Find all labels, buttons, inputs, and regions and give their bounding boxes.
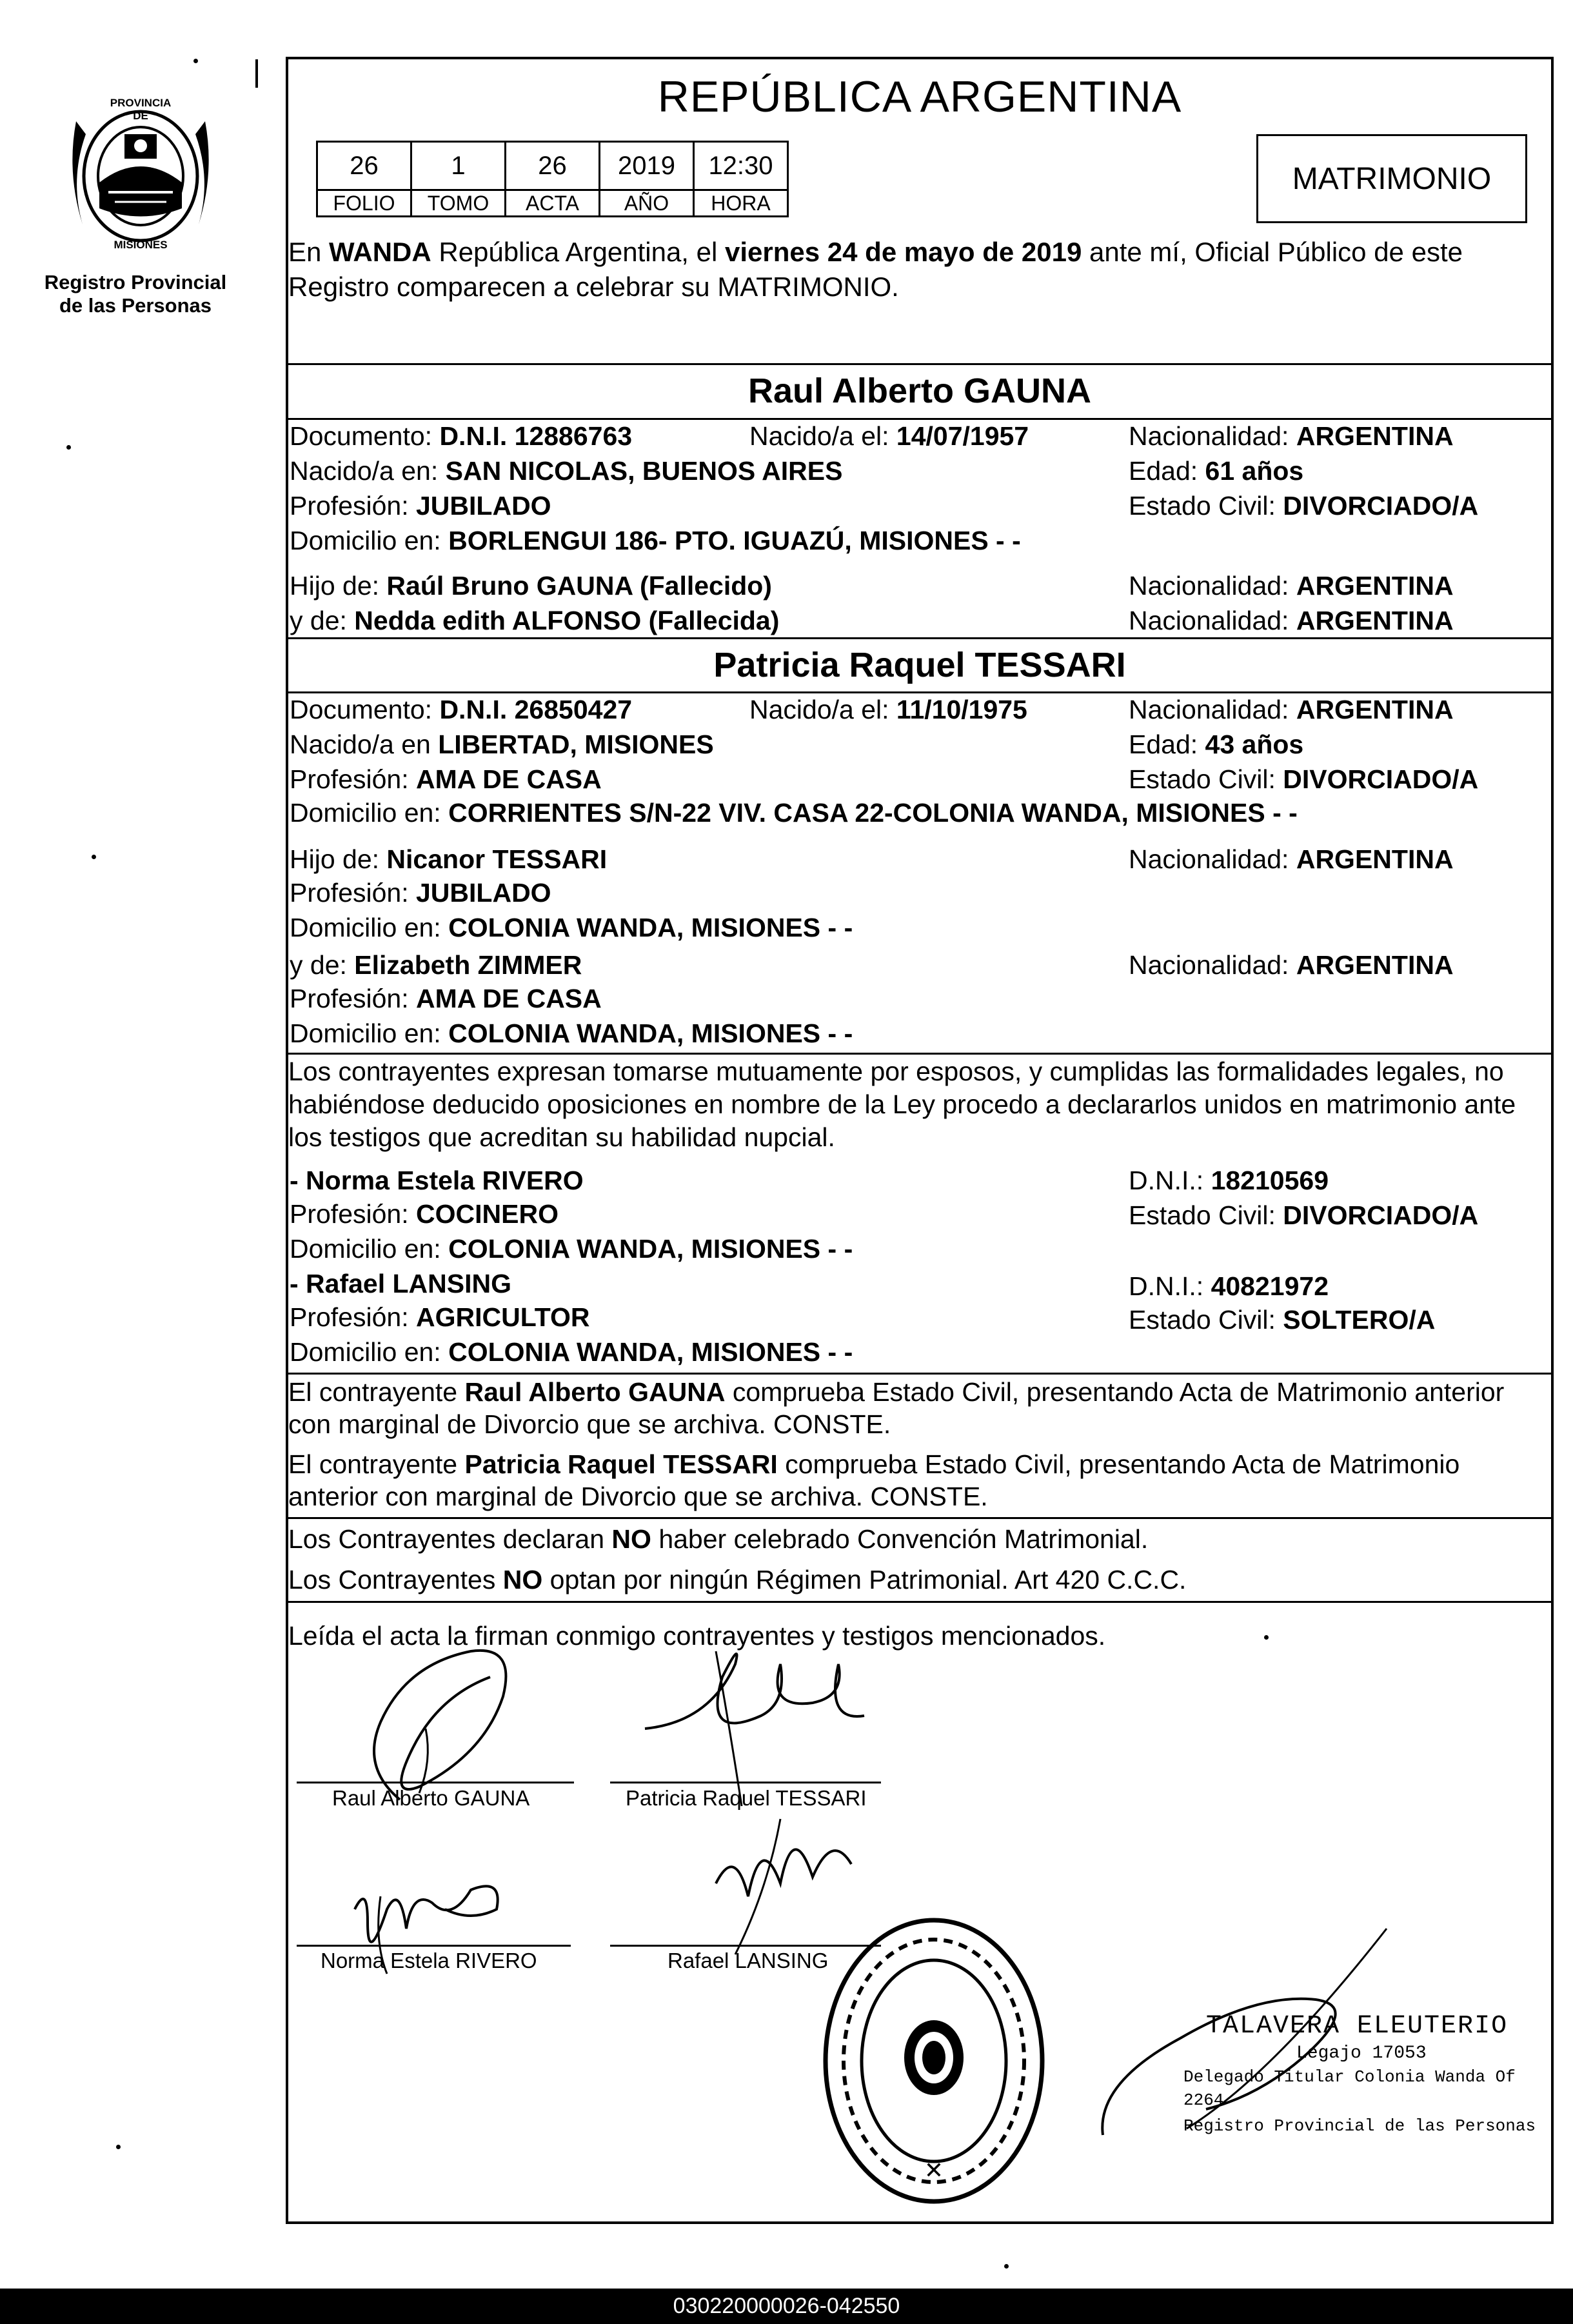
bride-mother-address: Domicilio en: COLONIA WANDA, MISIONES - - [290, 1018, 853, 1048]
divider [286, 637, 1554, 639]
bride-birthdate: Nacido/a el: 11/10/1975 [749, 695, 1027, 724]
folio-value: 26 [317, 142, 411, 190]
divider [286, 418, 1554, 420]
bride-father: Hijo de: Nicanor TESSARI [290, 844, 608, 874]
civil-status-note-1: El contrayente Raul Alberto GAUNA comprueba Estado Civil, presentando Acta de Matrimonio anterior con marginal de Divorcio que se archiva. CONSTE. [288, 1377, 1505, 1439]
bride-father-profession: Profesión: JUBILADO [290, 878, 551, 908]
witness1-profession: Profesión: COCINERO [290, 1199, 559, 1229]
groom-name: Raul Alberto GAUNA [747, 372, 1091, 410]
divider [286, 1601, 1554, 1603]
official-seal-icon [818, 1912, 1050, 2209]
bride-father-nationality: Nacionalidad: ARGENTINA [1129, 844, 1454, 874]
witness2-dni: D.N.I.: 40821972 [1129, 1271, 1329, 1301]
intro-paragraph: En WANDA República Argentina, el viernes 24 de mayo de 2019 ante mí, Oficial Público de este Registro comparecen a celebrar su MATRIMONIO. [288, 237, 1463, 302]
folio-label: FOLIO [317, 190, 411, 217]
bride-mother-nationality: Nacionalidad: ARGENTINA [1129, 950, 1454, 980]
bride-document: Documento: D.N.I. 26850427 [290, 695, 633, 724]
bride-birthplace: Nacido/a en LIBERTAD, MISIONES [290, 730, 714, 759]
anio-value: 2019 [600, 142, 694, 190]
speck [116, 2145, 121, 2149]
divider [286, 1517, 1554, 1519]
document-code: 030220000026-042550 [673, 2294, 900, 2318]
province-logo [63, 95, 218, 257]
bride-father-address: Domicilio en: COLONIA WANDA, MISIONES - - [290, 913, 853, 942]
acta-label: ACTA [506, 190, 600, 217]
officer-registry: Registro Provincial de las Personas [1183, 2116, 1536, 2136]
bride-profession: Profesión: AMA DE CASA [290, 764, 602, 794]
civil-status-note-2: El contrayente Patricia Raquel TESSARI comprueba Estado Civil, presentando Acta de Matrimonio anterior con marginal de Divorcio que se archiva. CONSTE. [288, 1449, 1460, 1511]
speck [1264, 1635, 1269, 1640]
register-table [316, 141, 789, 217]
act-type-box [1256, 134, 1527, 223]
officer-stamp [1183, 2011, 1545, 2140]
groom-nationality: Nacionalidad: ARGENTINA [1129, 421, 1454, 451]
anio-label: AÑO [600, 190, 694, 217]
bride-name: Patricia Raquel TESSARI [713, 646, 1126, 684]
divider [286, 1053, 1554, 1055]
witness2-name: - Rafael LANSING [290, 1269, 511, 1298]
official-seal [818, 1912, 1050, 2209]
document-title: REPÚBLICA ARGENTINA [657, 72, 1182, 121]
tomo-value: 1 [411, 142, 506, 190]
bride-nationality: Nacionalidad: ARGENTINA [1129, 695, 1454, 724]
speck [193, 59, 198, 63]
groom-father-nationality: Nacionalidad: ARGENTINA [1129, 571, 1454, 601]
speck [92, 855, 96, 859]
witness1-dni: D.N.I.: 18210569 [1129, 1166, 1329, 1195]
act-type: MATRIMONIO [1292, 161, 1492, 196]
bride-age: Edad: 43 años [1129, 730, 1304, 759]
bride-civil-status: Estado Civil: DIVORCIADO/A [1129, 764, 1479, 794]
witness1-address: Domicilio en: COLONIA WANDA, MISIONES - - [290, 1234, 853, 1264]
officer-name: TALAVERA ELEUTERIO [1206, 2012, 1509, 2041]
groom-birthplace: Nacido/a en: SAN NICOLAS, BUENOS AIRES [290, 456, 843, 486]
groom-document: Documento: D.N.I. 12886763 [290, 421, 633, 451]
bride-address: Domicilio en: CORRIENTES S/N-22 VIV. CASA 22-COLONIA WANDA, MISIONES - - [290, 798, 1298, 828]
signature-intro: Leída el acta la firman conmigo contrayentes y testigos mencionados. [288, 1621, 1106, 1651]
groom-mother-nationality: Nacionalidad: ARGENTINA [1129, 606, 1454, 635]
bride-signature-label: Patricia Raquel TESSARI [626, 1786, 867, 1810]
speck [1004, 2264, 1009, 2269]
groom-profession: Profesión: JUBILADO [290, 491, 551, 521]
officer-legajo: Legajo 17053 [1296, 2043, 1427, 2063]
signature-line [297, 1782, 574, 1783]
witness1-civil-status: Estado Civil: DIVORCIADO/A [1129, 1200, 1479, 1230]
logo-caption-line2: de las Personas [59, 294, 212, 317]
groom-birthdate: Nacido/a el: 14/07/1957 [749, 421, 1029, 451]
acta-value: 26 [506, 142, 600, 190]
seal-text-bottom: MISIONES [114, 239, 168, 251]
intro-date: viernes 24 de mayo de 2019 [725, 237, 1082, 267]
signature-line [297, 1945, 571, 1947]
bride-mother: y de: Elizabeth ZIMMER [290, 950, 582, 980]
seal-text-top: PROVINCIA DE [110, 97, 172, 122]
regime-line-1: Los Contrayentes declaran NO haber celebrado Convención Matrimonial. [288, 1524, 1149, 1554]
margin-mark [255, 59, 258, 88]
witness2-address: Domicilio en: COLONIA WANDA, MISIONES - - [290, 1337, 853, 1367]
declaration-text: Los contrayentes expresan tomarse mutuamente por esposos, y cumplidas las formalidades legales, no habiéndose deducido oposiciones en nombre de la Ley procedo a declararlos unidos en matrimonio ante los testigos que acreditan su habilidad nupcial. [288, 1057, 1516, 1152]
tomo-label: TOMO [411, 190, 506, 217]
officer-title: Delegado Titular Colonia Wanda Of 2264 [1183, 2067, 1516, 2110]
witness2-signature-label: Rafael LANSING [668, 1949, 829, 1972]
groom-signature-label: Raul Alberto GAUNA [332, 1786, 530, 1810]
regime-line-2: Los Contrayentes NO optan por ningún Régimen Patrimonial. Art 420 C.C.C. [288, 1565, 1187, 1594]
witness2-profession: Profesión: AGRICULTOR [290, 1302, 590, 1332]
witness2-civil-status: Estado Civil: SOLTERO/A [1129, 1305, 1436, 1335]
hora-value: 12:30 [694, 142, 788, 190]
speck [66, 445, 71, 450]
witness1-name: - Norma Estela RIVERO [290, 1166, 584, 1195]
divider [286, 691, 1554, 693]
groom-civil-status: Estado Civil: DIVORCIADO/A [1129, 491, 1479, 521]
groom-mother: y de: Nedda edith ALFONSO (Fallecida) [290, 606, 780, 635]
groom-father: Hijo de: Raúl Bruno GAUNA (Fallecido) [290, 571, 772, 601]
groom-address: Domicilio en: BORLENGUI 186- PTO. IGUAZÚ, MISIONES - - [290, 526, 1021, 555]
logo-caption-line1: Registro Provincial [44, 271, 227, 293]
divider [286, 363, 1554, 365]
bride-mother-profession: Profesión: AMA DE CASA [290, 984, 602, 1013]
groom-signature-icon [322, 1638, 555, 1806]
signature-line [610, 1782, 881, 1783]
intro-place: WANDA [329, 237, 431, 267]
logo-caption [26, 271, 245, 317]
witness1-signature-label: Norma Estela RIVERO [321, 1949, 537, 1972]
hora-label: HORA [694, 190, 788, 217]
groom-age: Edad: 61 años [1129, 456, 1304, 486]
divider [286, 1373, 1554, 1375]
svg-text:✕: ✕ [924, 2158, 944, 2184]
